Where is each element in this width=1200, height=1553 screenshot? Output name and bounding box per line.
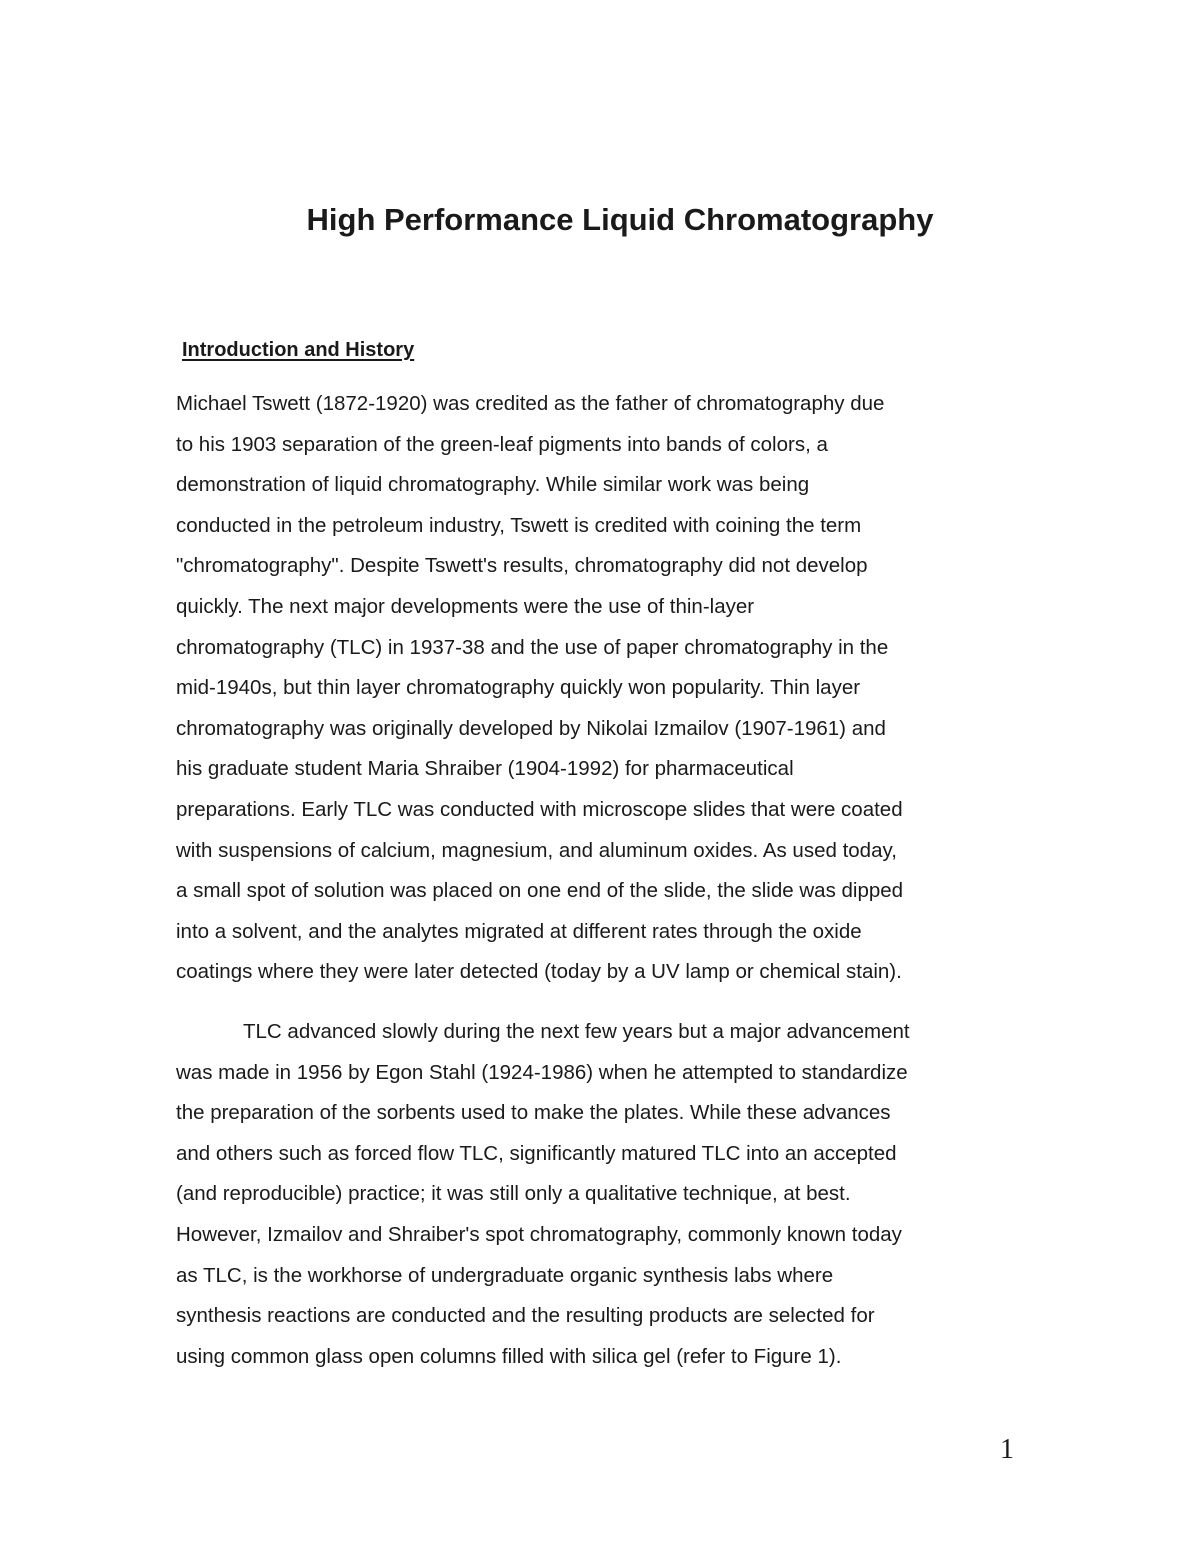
- paragraph-2-line: was made in 1956 by Egon Stahl (1924-1986) when he attempted to standardize: [176, 1060, 908, 1084]
- paragraph-1-line: chromatography (TLC) in 1937-38 and the use of paper chromatography in the: [176, 635, 889, 659]
- page-number: 1: [1000, 1434, 1014, 1465]
- paragraph-1-line: mid-1940s, but thin layer chromatography quickly won popularity. Thin layer: [176, 676, 861, 700]
- paragraph-1-line: chromatography was originally developed by Nikolai Izmailov (1907-1961) and: [176, 716, 886, 740]
- paragraph-2-line: using common glass open columns filled with silica gel (refer to Figure 1).: [176, 1344, 842, 1368]
- paragraph-2-line: the preparation of the sorbents used to make the plates. While these advances: [176, 1101, 891, 1125]
- paragraph-1-line: quickly. The next major developments were the use of thin-layer: [176, 594, 755, 618]
- paragraph-1-line: with suspensions of calcium, magnesium, and aluminum oxides. As used today,: [176, 838, 897, 862]
- paragraph-1-line: Michael Tswett (1872-1920) was credited as the father of chromatography due: [176, 392, 885, 415]
- paragraph-1-line: "chromatography". Despite Tswett's results, chromatography did not develop: [176, 554, 868, 578]
- paragraph-2-line: synthesis reactions are conducted and the resulting products are selected for: [176, 1304, 875, 1328]
- paragraph-1-line: preparations. Early TLC was conducted with microscope slides that were coated: [176, 797, 903, 821]
- paragraph-2: [176, 1012, 1036, 1377]
- paragraph-1: [176, 384, 1036, 993]
- section-heading-introduction: Introduction and History: [182, 339, 415, 361]
- paragraph-1-line: his graduate student Maria Shraiber (1904-1992) for pharmaceutical: [176, 757, 794, 781]
- paragraph-1-line: to his 1903 separation of the green-leaf pigments into bands of colors, a: [176, 432, 828, 456]
- paragraph-1-line: conducted in the petroleum industry, Tswett is credited with coining the term: [176, 513, 862, 537]
- paragraph-2-line: (and reproducible) practice; it was still only a qualitative technique, at best.: [176, 1182, 851, 1206]
- paragraph-2-line-text: TLC advanced slowly during the next few years but a major advancement: [243, 1020, 910, 1043]
- paragraph-2-line: and others such as forced flow TLC, significantly matured TLC into an accepted: [176, 1141, 897, 1165]
- paragraph-1-line: a small spot of solution was placed on one end of the slide, the slide was dipped: [176, 879, 904, 903]
- paragraph-1-line: coatings where they were later detected (today by a UV lamp or chemical stain).: [176, 960, 902, 984]
- paragraph-2-line: However, Izmailov and Shraiber's spot chromatography, commonly known today: [176, 1222, 902, 1246]
- paragraph-2-first-line: [176, 1012, 1036, 1053]
- paragraph-1-line: demonstration of liquid chromatography. While similar work was being: [176, 473, 810, 497]
- paragraph-2-line: as TLC, is the workhorse of undergraduate organic synthesis labs where: [176, 1263, 834, 1287]
- paragraph-1-line: into a solvent, and the analytes migrated at different rates through the oxide: [176, 919, 862, 943]
- document-title: High Performance Liquid Chromatography: [306, 202, 934, 237]
